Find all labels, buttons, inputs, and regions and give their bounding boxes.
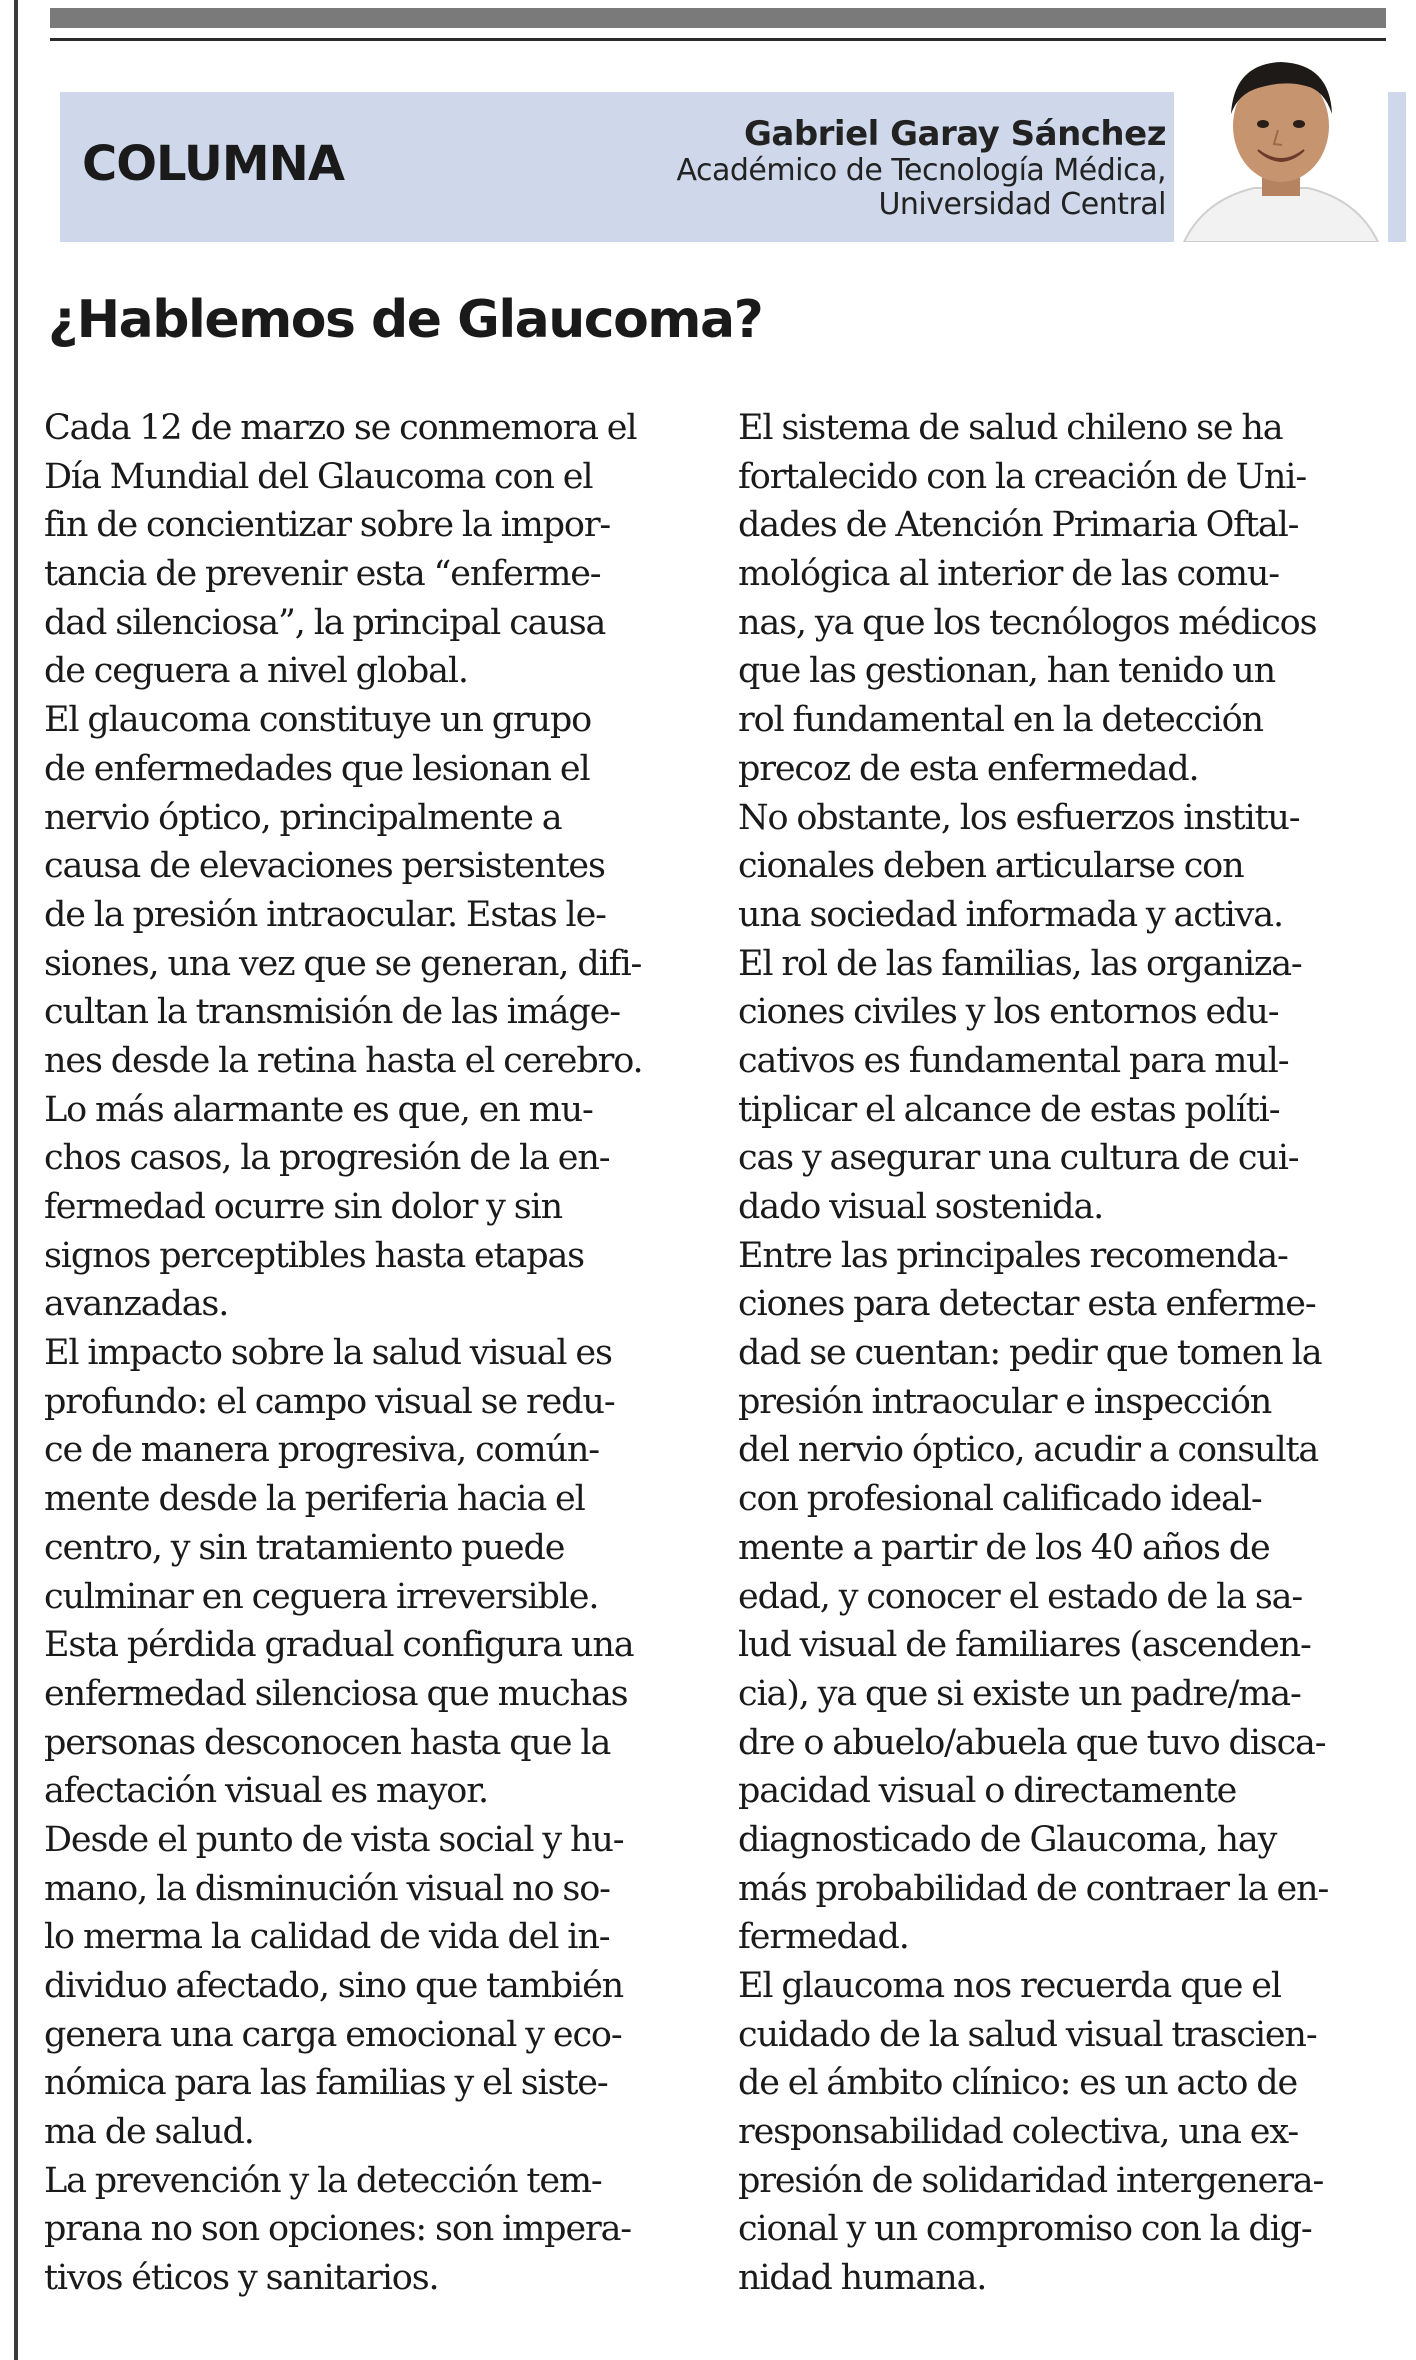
article-text-line: ma de salud. xyxy=(44,2112,254,2153)
article-text-line: pacidad visual o directamente xyxy=(738,1771,1237,1812)
column-header-band xyxy=(60,92,1406,242)
article-text-line: culminar en ceguera irreversible. xyxy=(44,1576,599,1617)
article-text-line: cuidado de la salud visual trascien- xyxy=(738,2014,1317,2055)
section-label: COLUMNA xyxy=(82,136,344,192)
article-text-line: nas, ya que los tecnólogos médicos xyxy=(738,602,1317,643)
article-text-line: dado visual sostenida. xyxy=(738,1187,1104,1227)
article-text-line: de enfermedades que lesionan el xyxy=(44,748,590,789)
article-text-line: afectación visual es mayor. xyxy=(44,1771,488,1812)
article-text-line: Lo más alarmante es que, en mu- xyxy=(44,1089,593,1130)
article-text-line: rol fundamental en la detección xyxy=(738,700,1263,741)
article-text-line: ciones civiles y los entornos edu- xyxy=(738,992,1279,1033)
top-decorative-bar xyxy=(50,8,1386,28)
author-name: Gabriel Garay Sánchez xyxy=(743,114,1166,154)
article-text-line: cas y asegurar una cultura de cui- xyxy=(738,1138,1299,1179)
article-text-line: tiplicar el alcance de estas políti- xyxy=(738,1089,1280,1130)
article-text-line: dividuo afectado, sino que también xyxy=(44,1966,624,2006)
article-text-line: fortalecido con la creación de Uni- xyxy=(738,456,1307,497)
article-text-line: precoz de esta enfermedad. xyxy=(738,748,1199,789)
article-text-line: presión de solidaridad intergenera- xyxy=(738,2160,1324,2201)
article-text-line: cia), ya que si existe un padre/ma- xyxy=(738,1673,1301,1714)
article-text-line: fermedad ocurre sin dolor y sin xyxy=(44,1187,562,1227)
article-text-line: enfermedad silenciosa que muchas xyxy=(44,1673,628,1714)
article-text-line: de la presión intraocular. Estas le- xyxy=(44,894,606,935)
top-divider-line xyxy=(50,38,1386,41)
author-role-line-2: Universidad Central xyxy=(878,187,1166,222)
article-headline: ¿Hablemos de Glaucoma? xyxy=(48,290,763,350)
article-text-line: presión intraocular e inspección xyxy=(738,1381,1272,1422)
article-text-line: ciones para detectar esta enferme- xyxy=(738,1284,1316,1325)
article-text-line: del nervio óptico, acudir a consulta xyxy=(738,1430,1319,1471)
article-text-line: lo merma la calidad de vida del in- xyxy=(44,1917,610,1958)
article-text-line: más probabilidad de contraer la en- xyxy=(738,1868,1329,1909)
article-text-line: fermedad. xyxy=(738,1917,909,1958)
article-text-line: La prevención y la detección tem- xyxy=(44,2160,602,2201)
article-text-line: genera una carga emocional y eco- xyxy=(44,2014,622,2055)
author-byline xyxy=(676,114,1166,222)
article-text-line: El glaucoma constituye un grupo xyxy=(44,700,592,741)
article-text-line: signos perceptibles hasta etapas xyxy=(44,1235,584,1276)
article-text-line: mente a partir de los 40 años de xyxy=(738,1527,1270,1568)
article-text-line: dad se cuentan: pedir que tomen la xyxy=(738,1333,1322,1374)
article-text-line: dre o abuelo/abuela que tuvo disca- xyxy=(738,1722,1326,1763)
article-text-line: cultan la transmisión de las imáge- xyxy=(44,992,620,1033)
article-text-line: tivos éticos y sanitarios. xyxy=(44,2258,439,2299)
article-text-line: siones, una vez que se generan, difi- xyxy=(44,943,642,984)
article-text-line: Cada 12 de marzo se conmemora el xyxy=(44,408,637,448)
article-text-line: cativos es fundamental para mul- xyxy=(738,1040,1289,1081)
article-text-line: dades de Atención Primaria Oftal- xyxy=(738,505,1299,546)
article-text-line: de el ámbito clínico: es un acto de xyxy=(738,2063,1298,2104)
article-text-line: nervio óptico, principalmente a xyxy=(44,797,562,838)
article-column-left xyxy=(44,404,720,2303)
article-text-line: El impacto sobre la salud visual es xyxy=(44,1333,612,1374)
author-role-line-1: Académico de Tecnología Médica, xyxy=(676,153,1166,188)
article-text-line: con profesional calificado ideal- xyxy=(738,1479,1262,1520)
article-text-line: ce de manera progresiva, común- xyxy=(44,1430,599,1471)
article-text-line: El rol de las familias, las organiza- xyxy=(738,943,1302,984)
author-portrait xyxy=(1174,50,1388,242)
article-text-line: nómica para las familias y el siste- xyxy=(44,2063,608,2104)
article-text-line: dad silenciosa”, la principal causa xyxy=(44,602,606,643)
article-text-line: una sociedad informada y activa. xyxy=(738,894,1283,935)
article-text-line: chos casos, la progresión de la en- xyxy=(44,1138,610,1179)
article-text-line: lud visual de familiares (ascenden- xyxy=(738,1625,1311,1666)
article-text-line: edad, y conocer el estado de la sa- xyxy=(738,1576,1303,1617)
left-margin-rule xyxy=(14,0,18,2360)
article-text-line: nidad humana. xyxy=(738,2258,987,2299)
article-text-line: que las gestionan, han tenido un xyxy=(738,651,1276,692)
article-text-line: mano, la disminución visual no so- xyxy=(44,1868,610,1909)
article-text-line: diagnosticado de Glaucoma, hay xyxy=(738,1819,1277,1860)
article-column-right xyxy=(738,404,1414,2303)
article-text-line: causa de elevaciones persistentes xyxy=(44,846,605,887)
article-text-line: Entre las principales recomenda- xyxy=(738,1235,1288,1276)
article-text-line: Esta pérdida gradual configura una xyxy=(44,1625,634,1666)
article-text-line: avanzadas. xyxy=(44,1284,229,1325)
article-text-line: Día Mundial del Glaucoma con el xyxy=(44,456,593,497)
article-text-line: responsabilidad colectiva, una ex- xyxy=(738,2112,1299,2153)
article-text-line: fin de concientizar sobre la impor- xyxy=(44,505,611,546)
article-text-line: cionales deben articularse con xyxy=(738,846,1244,887)
article-text-line: tancia de prevenir esta “enferme- xyxy=(44,554,601,595)
article-text-line: de ceguera a nivel global. xyxy=(44,651,468,692)
article-text-line: El glaucoma nos recuerda que el xyxy=(738,1966,1281,2006)
article-text-line: prana no son opciones: son impera- xyxy=(44,2209,631,2250)
article-text-line: nes desde la retina hasta el cerebro. xyxy=(44,1040,643,1081)
article-text-line: Desde el punto de vista social y hu- xyxy=(44,1819,624,1860)
article-text-line: No obstante, los esfuerzos institu- xyxy=(738,797,1300,838)
article-text-line: centro, y sin tratamiento puede xyxy=(44,1527,565,1568)
article-text-line: mente desde la periferia hacia el xyxy=(44,1479,585,1520)
article-text-line: profundo: el campo visual se redu- xyxy=(44,1381,615,1422)
article-text-line: cional y un compromiso con la dig- xyxy=(738,2209,1312,2250)
article-text-line: personas desconocen hasta que la xyxy=(44,1722,611,1763)
article-text-line: mológica al interior de las comu- xyxy=(738,554,1279,595)
article-text-line: El sistema de salud chileno se ha xyxy=(738,408,1283,448)
author-portrait-icon xyxy=(1174,50,1388,242)
